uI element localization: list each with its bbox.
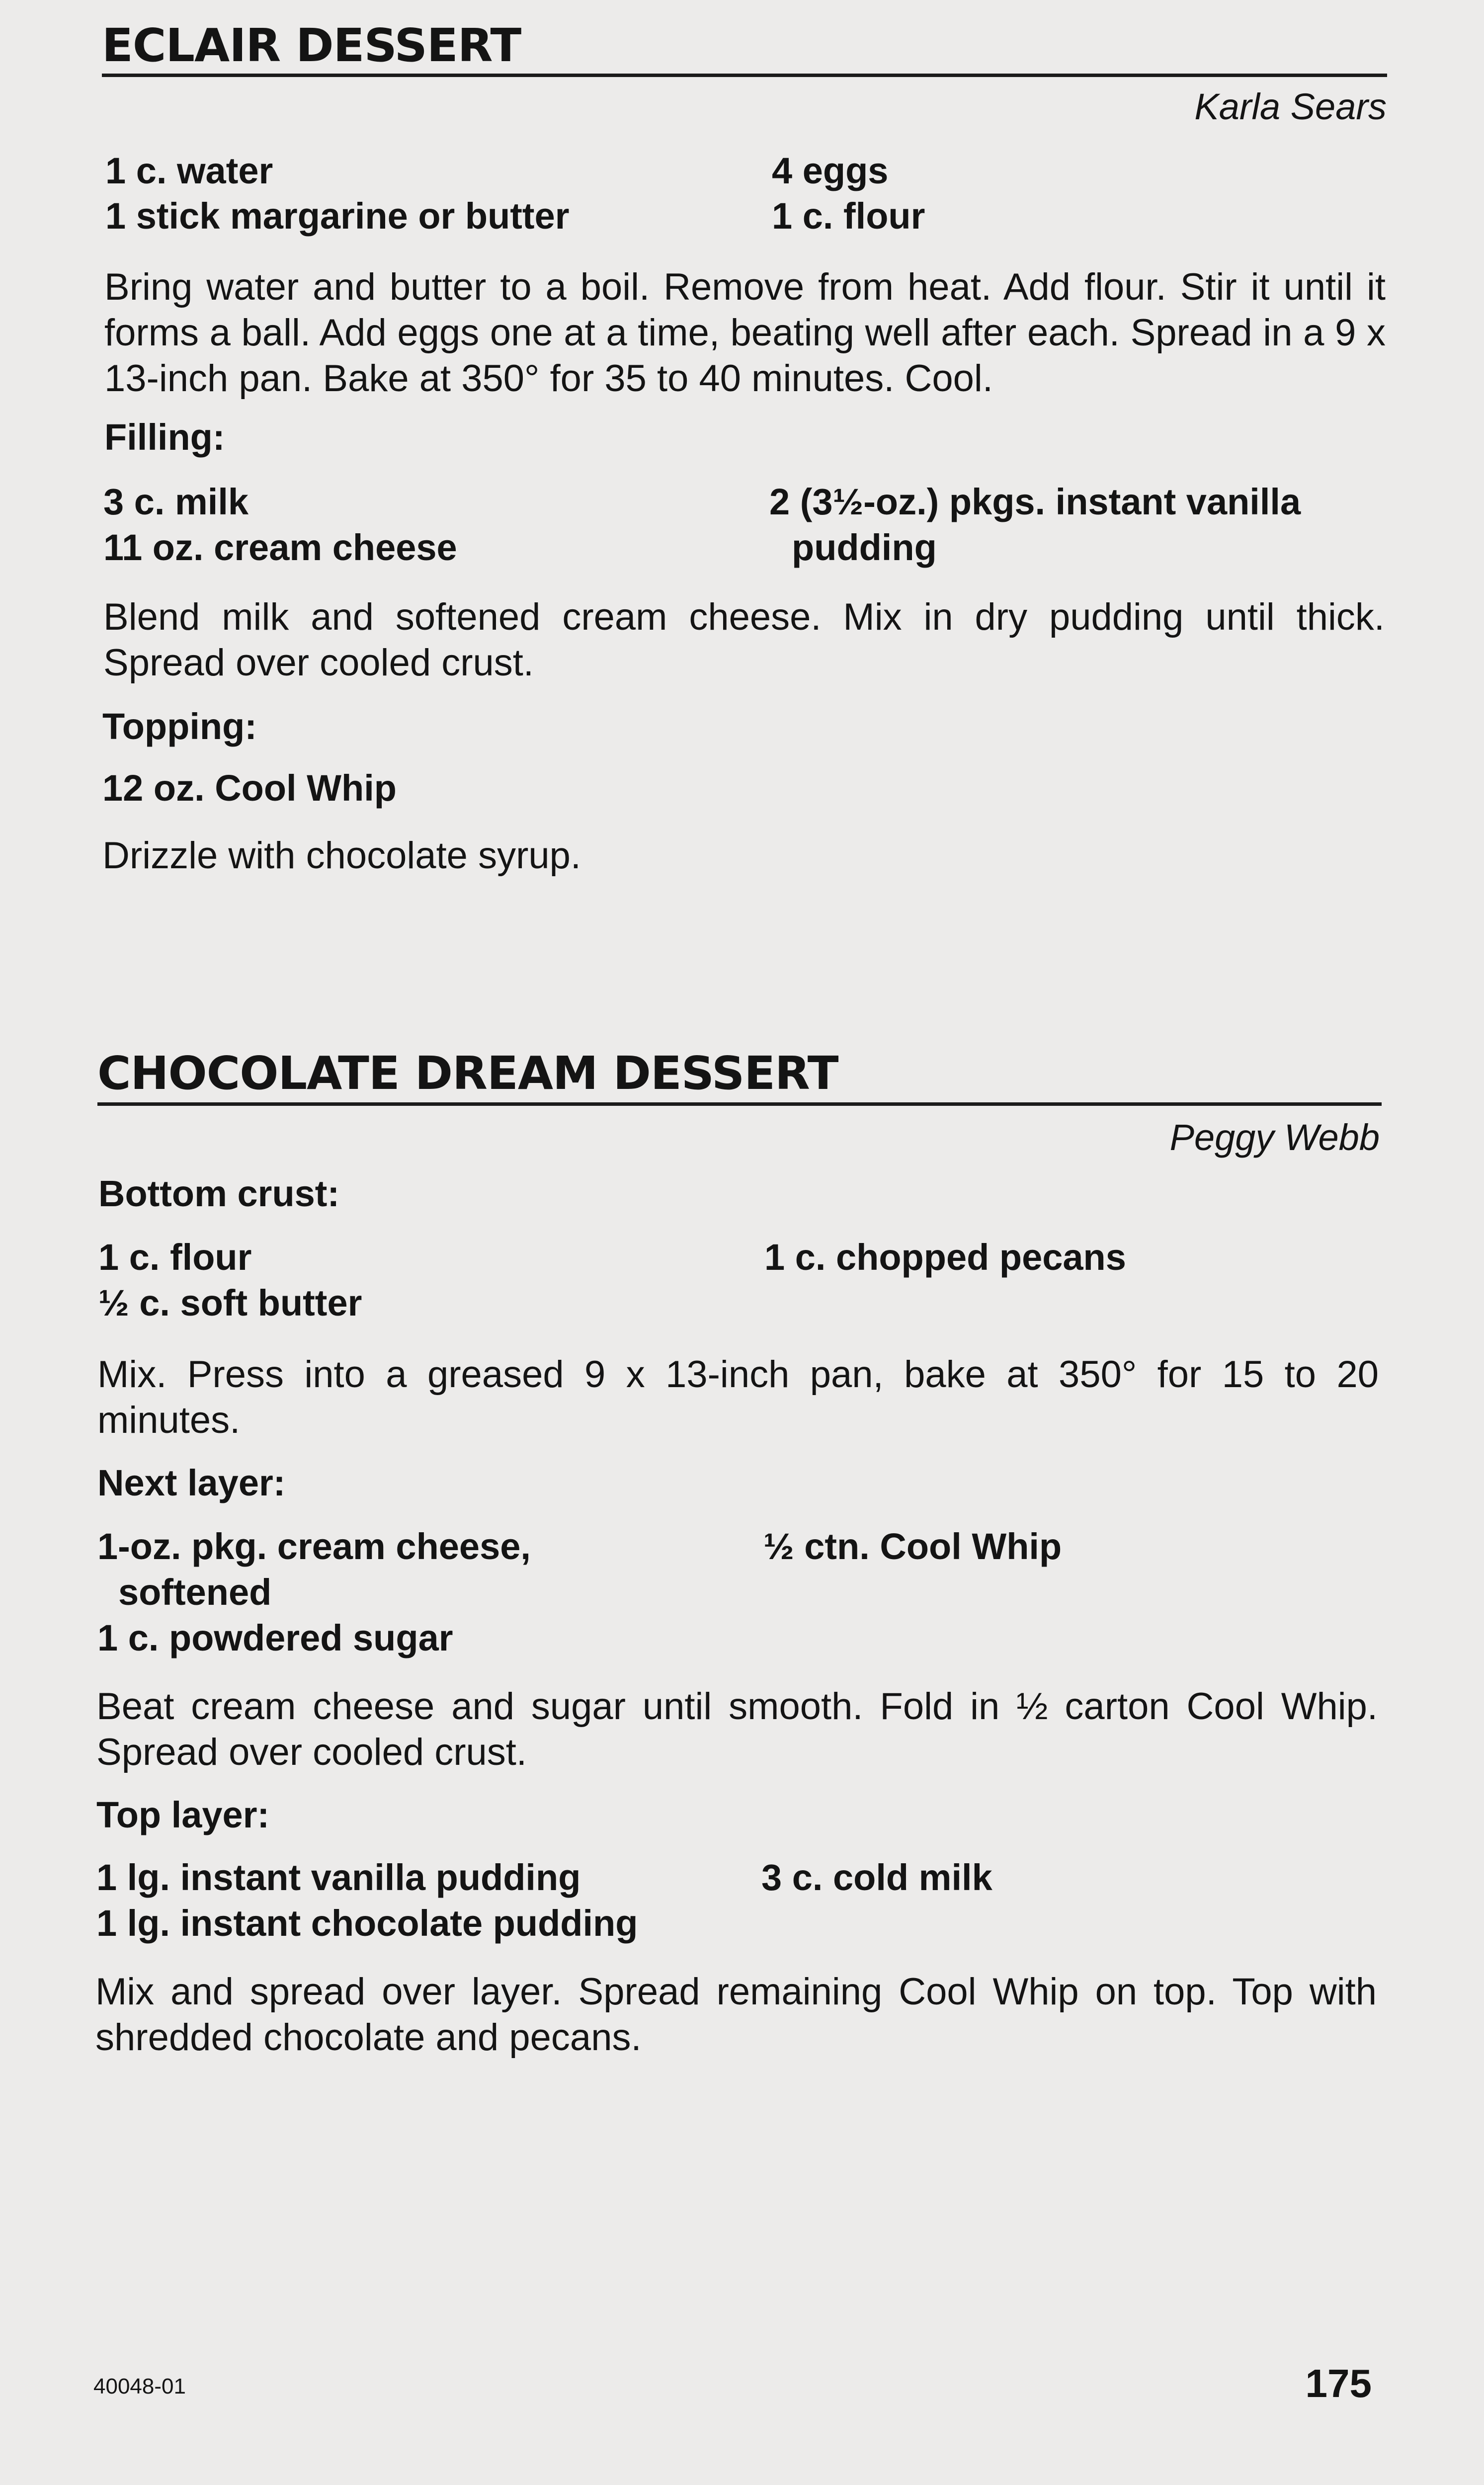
ingredient: 1 c. flour bbox=[772, 195, 925, 237]
page-number: 175 bbox=[1305, 2361, 1372, 2405]
ingredient: 1 lg. instant vanilla pudding bbox=[96, 1857, 581, 1898]
ingredient: 1 c. chopped pecans bbox=[764, 1237, 1126, 1278]
ingredient: 1 c. powdered sugar bbox=[97, 1617, 453, 1658]
ingredient: ½ c. soft butter bbox=[98, 1282, 362, 1324]
filling-directions: Blend milk and softened cream cheese. Mix in dry pudding until thick. Spread over cooled crust. bbox=[103, 596, 1385, 684]
top-layer-directions: Mix and spread over layer. Spread remaining Cool Whip on top. Top with shredded chocolate and pecans. bbox=[95, 1971, 1377, 2059]
section-label: Bottom crust: bbox=[98, 1173, 340, 1214]
recipe-directions: Bring water and butter to a boil. Remove from heat. Add flour. Stir it until it forms a ball. Add eggs one at a time, beating well after each. Spread in a 9 x 13-inch pan. Bake at 350° for 35 to 40 minutes. Cool. bbox=[104, 266, 1386, 400]
title-rule bbox=[97, 1102, 1382, 1106]
title-rule bbox=[102, 74, 1387, 77]
topping-directions: Drizzle with chocolate syrup. bbox=[102, 834, 581, 877]
ingredient: pudding bbox=[792, 527, 937, 568]
section-label: Topping: bbox=[102, 706, 257, 747]
ingredient: 3 c. milk bbox=[103, 481, 249, 522]
ingredient: 3 c. cold milk bbox=[761, 1857, 992, 1898]
ingredient: 1-oz. pkg. cream cheese, bbox=[97, 1526, 531, 1567]
ingredient: 1 c. flour bbox=[98, 1237, 252, 1278]
ingredient: 1 lg. instant chocolate pudding bbox=[96, 1903, 638, 1944]
ingredient: 4 eggs bbox=[772, 150, 889, 191]
ingredient: 1 c. water bbox=[105, 150, 273, 191]
bottom-crust-directions: Mix. Press into a greased 9 x 13-inch pan, bake at 350° for 15 to 20 minutes. bbox=[97, 1353, 1379, 1441]
ingredient: 1 stick margarine or butter bbox=[105, 195, 570, 237]
section-label: Next layer: bbox=[97, 1462, 286, 1503]
section-label: Filling: bbox=[104, 416, 225, 458]
ingredient: softened bbox=[118, 1572, 272, 1613]
recipe-title: CHOCOLATE DREAM DESSERT bbox=[97, 1047, 838, 1100]
recipe-title: ECLAIR DESSERT bbox=[102, 19, 521, 72]
recipe-author: Karla Sears bbox=[1194, 86, 1387, 127]
ingredient: 2 (3½-oz.) pkgs. instant vanilla bbox=[769, 481, 1301, 522]
ingredient: ½ ctn. Cool Whip bbox=[763, 1526, 1062, 1567]
section-label: Top layer: bbox=[96, 1794, 270, 1835]
footer-code: 40048-01 bbox=[93, 2374, 186, 2399]
ingredient: 12 oz. Cool Whip bbox=[102, 767, 397, 809]
recipe-author: Peggy Webb bbox=[1169, 1117, 1380, 1158]
next-layer-directions: Beat cream cheese and sugar until smooth. Fold in ½ carton Cool Whip. Spread over cooled crust. bbox=[96, 1685, 1378, 1773]
ingredient: 11 oz. cream cheese bbox=[103, 527, 457, 568]
